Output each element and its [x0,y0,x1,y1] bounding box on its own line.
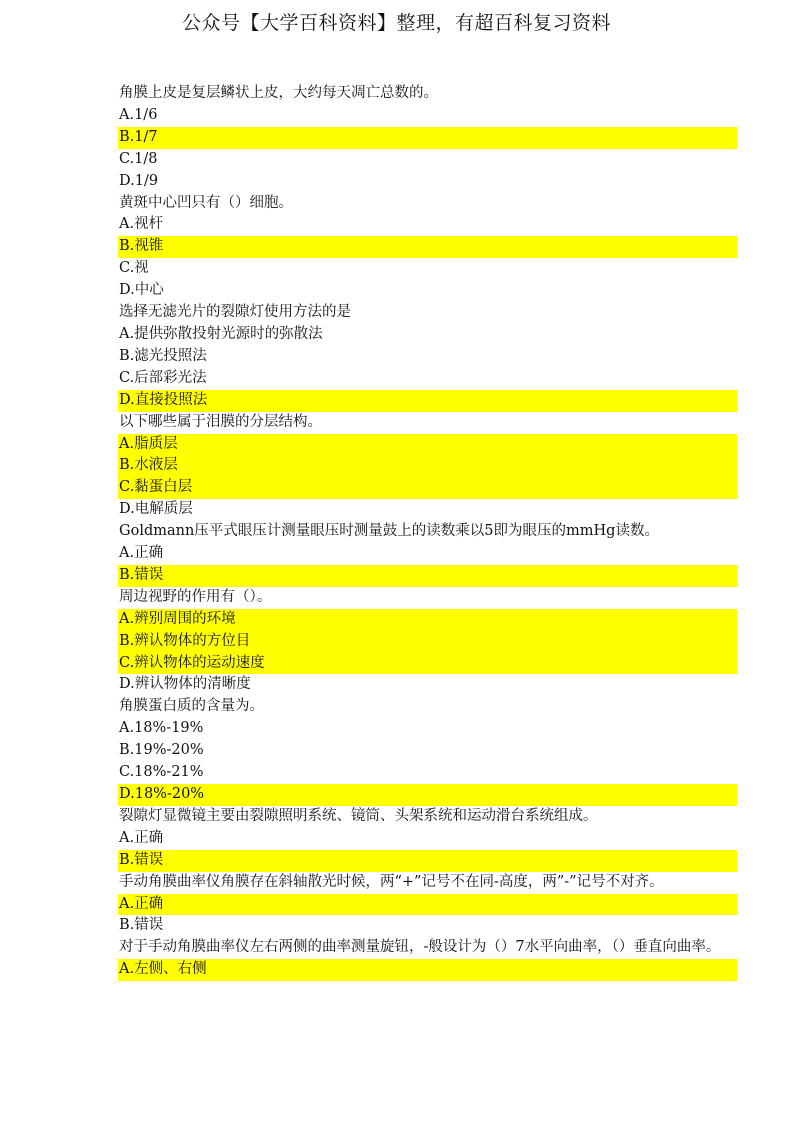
answer-option: B.19%-20% [119,742,204,759]
answer-option: D.1/9 [119,172,159,189]
answer-option: D.辨认物体的清晰度 [119,676,251,693]
answer-option: A.18%-19% [119,720,204,737]
answer-option: B.错误 [119,917,164,934]
question-text: 选择无滤光片的裂隙灯使用方法的是 [119,304,351,321]
question-text: 周边视野的作用有（）。 [119,588,272,605]
answer-option-highlighted: D.直接投照法 [118,390,737,412]
answer-option: D.电解质层 [119,501,193,518]
answer-option-highlighted: B.错误 [118,565,737,587]
answer-option-highlighted: A.辨别周围的环境 [118,609,737,631]
answer-option-highlighted: B.视锥 [118,236,737,258]
answer-option: A.视杆 [119,216,164,233]
question-text: 手动角膜曲率仪角膜存在斜轴散光时候，两“+”记号不在同-高度，两”-”记号不对齐。 [119,873,664,890]
question-text: 对于手动角膜曲率仪左右两侧的曲率测量旋钮，-般设计为（）7水平向曲率，（）垂直向曲率。 [119,939,721,956]
answer-option-highlighted: B.辨认物体的方位目 [118,631,737,653]
question-text: 裂隙灯显微镜主要由裂隙照明系统、镜筒、头架系统和运动滑台系统组成。 [119,807,598,824]
answer-option: A.正确 [119,545,164,562]
answer-option: C.后部彩光法 [119,369,207,386]
answer-option-highlighted: A.左侧、右侧 [118,959,737,981]
answer-option: D.中心 [119,282,164,299]
answer-option-highlighted: A.脂质层 [118,434,737,456]
answer-option: C.1/8 [119,150,158,167]
question-text: 角膜上皮是复层鳞状上皮，大约每天凋亡总数的。 [119,85,438,101]
page-header: 公众号【大学百科资料】整理，有超百科复习资料 [181,12,611,34]
answer-option: A.1/6 [119,106,158,123]
answer-option: C.视 [119,260,149,277]
answer-option-highlighted: B.1/7 [118,127,737,149]
question-text: 黄斑中心凹只有（）细胞。 [119,194,293,211]
question-list [118,83,737,981]
answer-option-highlighted: B.错误 [118,850,737,872]
answer-option: A.提供弥散投射光源时的弥散法 [119,325,323,342]
answer-option: A.正确 [119,829,164,846]
answer-option-highlighted: A.正确 [118,894,737,916]
answer-option-highlighted: C.辨认物体的运动速度 [118,653,737,675]
question-text: 以下哪些属于泪膜的分层结构。 [119,413,322,430]
answer-option: B.滤光投照法 [119,347,207,364]
question-text: Goldmann压平式眼压计测量眼压时测量鼓上的读数乘以5即为眼压的mmHg读数。 [119,523,659,540]
answer-option-highlighted: D.18%-20% [118,784,737,806]
answer-option-highlighted: C.黏蛋白层 [118,477,737,499]
answer-option: C.18%-21% [119,764,204,781]
question-text: 角膜蛋白质的含量为。 [119,698,264,715]
answer-option-highlighted: B.水液层 [118,455,737,477]
